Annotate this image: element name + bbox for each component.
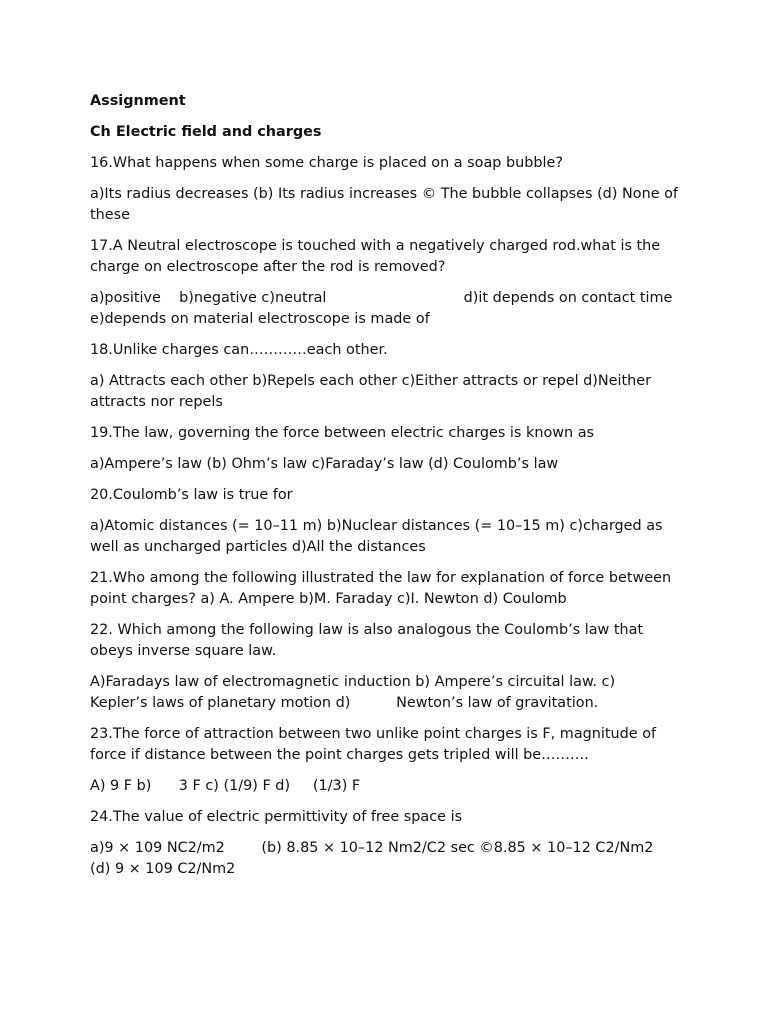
document-page	[90, 91, 690, 890]
options-17: a)positive b)negative c)neutral d)it depends on contact time e)depends on material electroscope is made of	[90, 290, 677, 327]
options-20: a)Atomic distances (= 10–11 m) b)Nuclear distances (= 10–15 m) c)charged as well as uncharged particles d)All the distances	[90, 518, 668, 555]
options-19: a)Ampere’s law (b) Ohm’s law c)Faraday’s law (d) Coulomb’s law	[90, 456, 559, 472]
question-20: 20.Coulomb’s law is true for	[90, 487, 293, 503]
question-17: 17.A Neutral electroscope is touched with a negatively charged rod.what is the charge on electroscope after the rod is removed?	[90, 238, 665, 275]
options-23: A) 9 F b) 3 F c) (1/9) F d) (1/3) F	[90, 778, 361, 794]
document-heading: Assignment	[90, 93, 186, 109]
options-18: a) Attracts each other b)Repels each other c)Either attracts or repel d)Neither attracts nor repels	[90, 373, 656, 410]
question-16: 16.What happens when some charge is placed on a soap bubble?	[90, 155, 564, 171]
options-16: a)Its radius decreases (b) Its radius increases © The bubble collapses (d) None of these	[90, 186, 683, 223]
question-23: 23.The force of attraction between two unlike point charges is F, magnitude of force if distance between the point charges gets tripled will be……….	[90, 726, 661, 763]
question-18: 18.Unlike charges can…………each other.	[90, 342, 388, 358]
question-22: 22. Which among the following law is also analogous the Coulomb’s law that obeys inverse square law.	[90, 622, 648, 659]
options-24: a)9 × 109 NC2/m2 (b) 8.85 × 10–12 Nm2/C2 sec ©8.85 × 10–12 C2/Nm2 (d) 9 × 109 C2/Nm2	[90, 840, 681, 877]
question-19: 19.The law, governing the force between electric charges is known as	[90, 425, 595, 441]
chapter-title: Ch Electric field and charges	[90, 124, 322, 140]
question-24: 24.The value of electric permittivity of free space is	[90, 809, 463, 825]
options-22: A)Faradays law of electromagnetic induction b) Ampere’s circuital law. c) Kepler’s laws of planetary motion d) Newton’s law of gravitation.	[90, 674, 661, 711]
question-21: 21.Who among the following illustrated the law for explanation of force between point charges? a) A. Ampere b)M. Faraday c)I. Newton d) Coulomb	[90, 570, 676, 607]
